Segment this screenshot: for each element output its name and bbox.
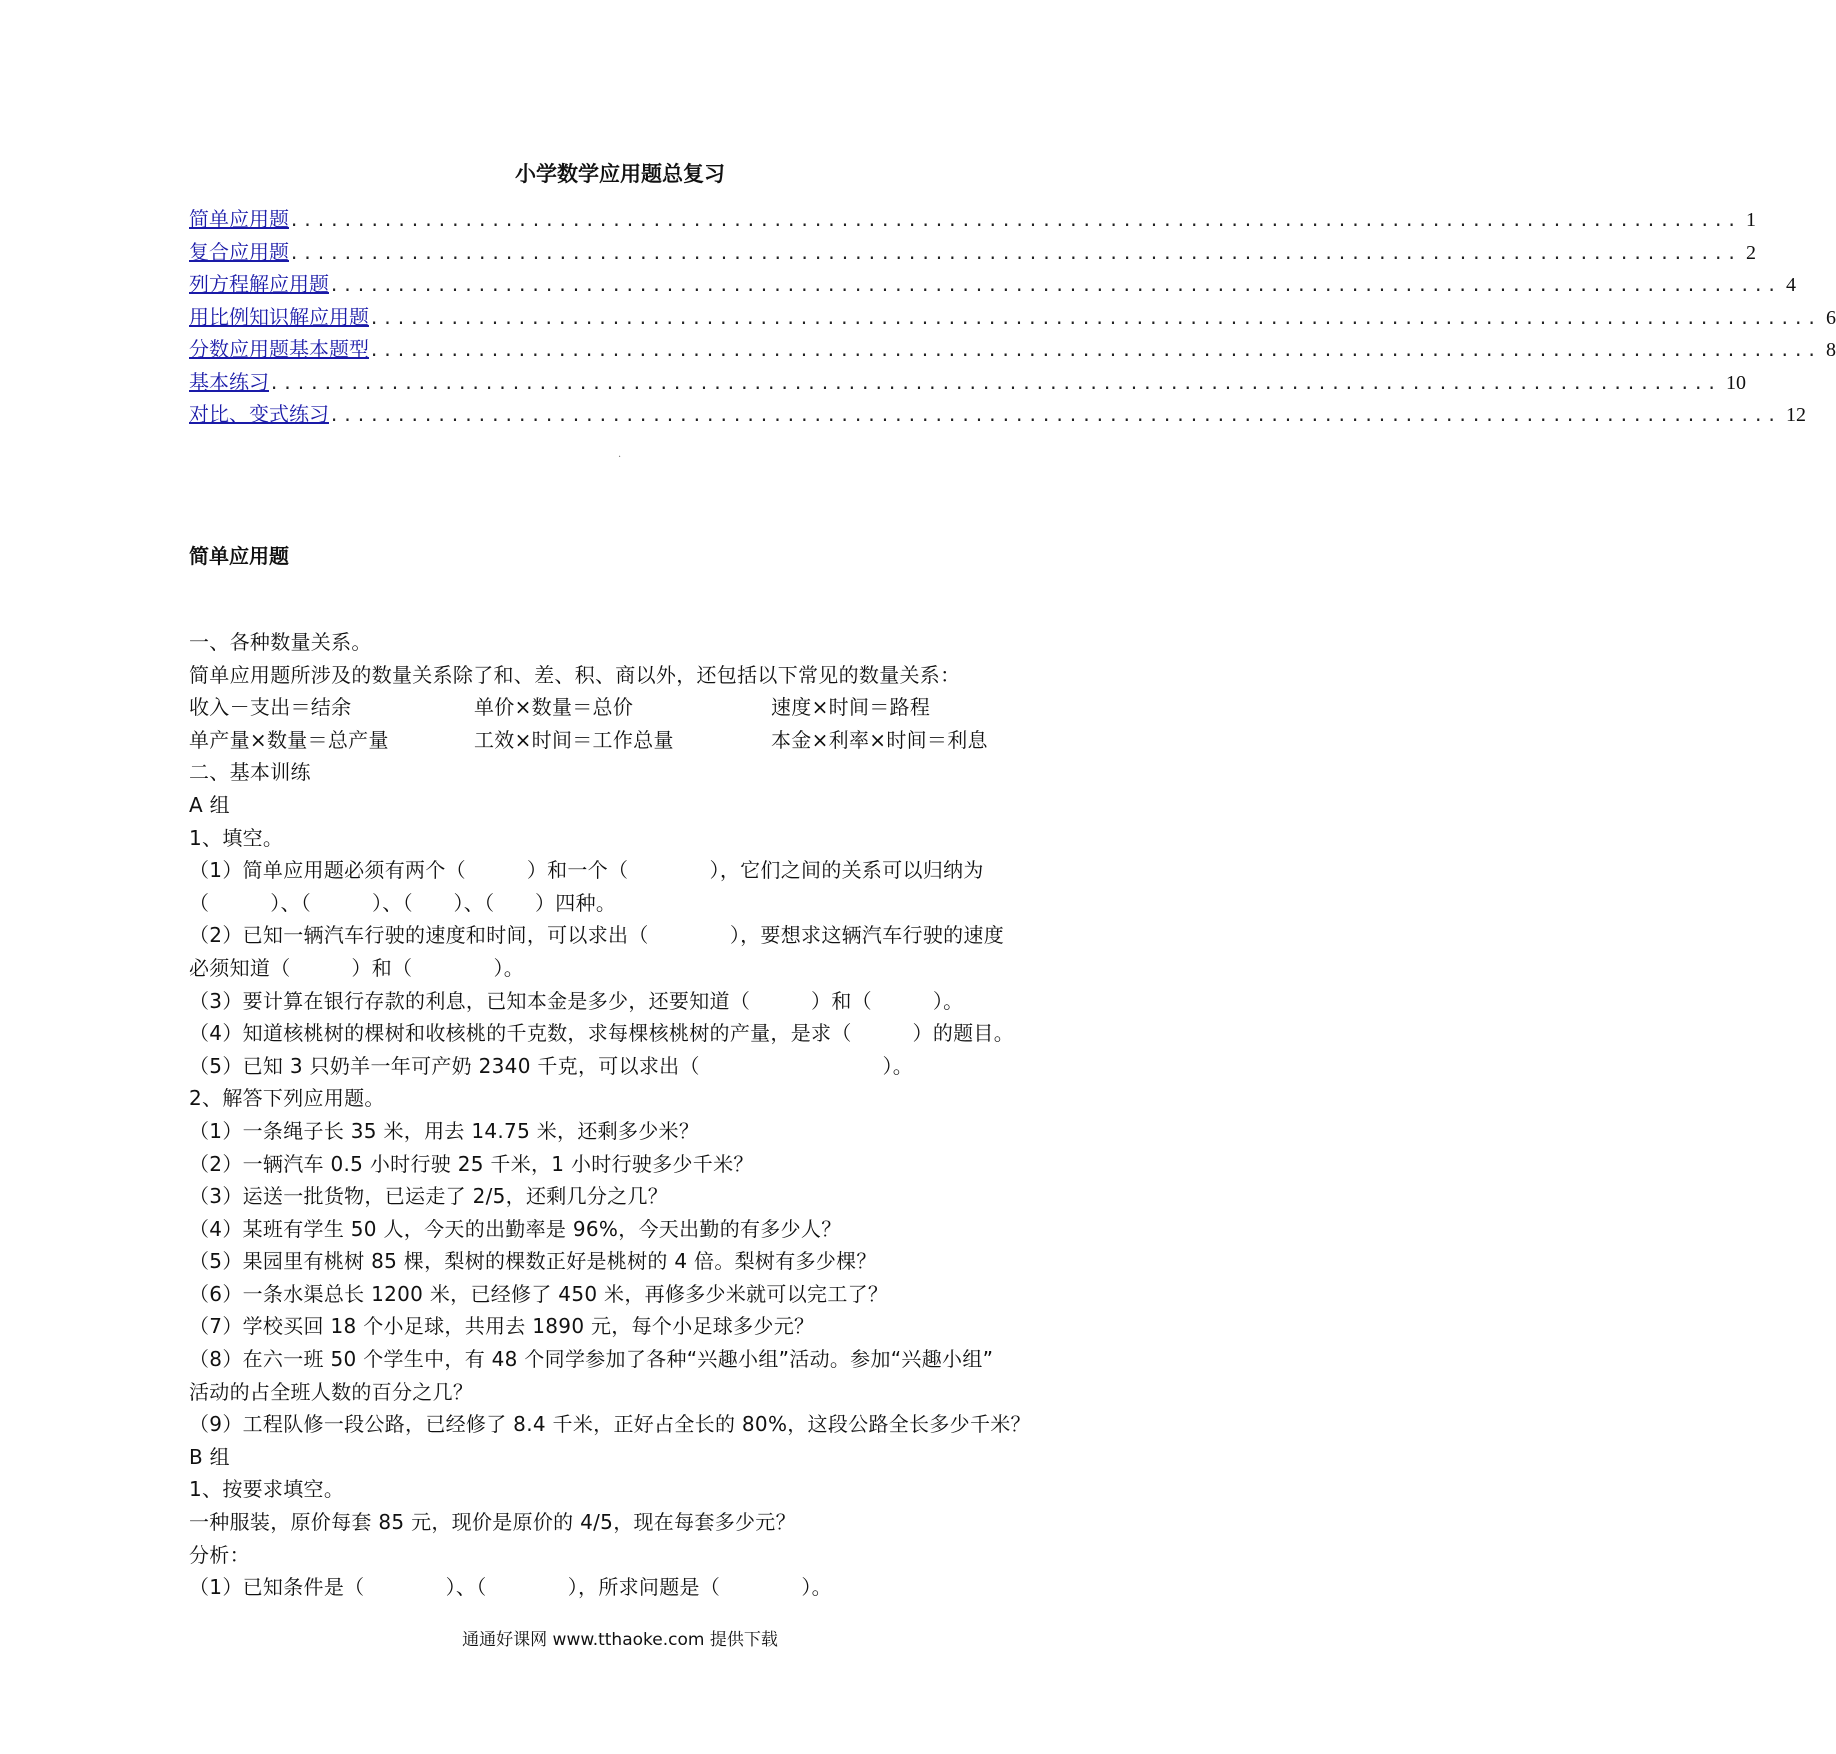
question-line: （2）一辆汽车 0.5 小时行驶 25 千米，1 小时行驶多少千米？ [189, 1151, 754, 1176]
relation: 收入－支出＝结余 [189, 695, 352, 720]
question-line: （3）运送一批货物，已运走了 2/5，还剩几分之几？ [189, 1184, 669, 1209]
page-title: 小学数学应用题总复习 [515, 161, 725, 186]
part2-heading: 二、基本训练 [189, 760, 311, 785]
question-line: （5）果园里有桃树 85 棵，梨树的棵数正好是桃树的 4 倍。梨树有多少棵？ [189, 1249, 877, 1274]
toc-entry[interactable] [189, 366, 1746, 399]
toc-page-number: 6 [1825, 306, 1836, 329]
question-line: 活动的占全班人数的百分之几？ [189, 1379, 474, 1404]
toc-entry[interactable] [189, 333, 1836, 366]
question-line: （2）已知一辆汽车行驶的速度和时间，可以求出（ ），要想求这辆汽车行驶的速度 [189, 923, 1005, 948]
question-line: （9）工程队修一段公路，已经修了 8.4 千米，正好占全长的 80%，这段公路全长多少千米？ [189, 1412, 1031, 1437]
question-heading: 1、按要求填空。 [189, 1477, 345, 1502]
relation-row [189, 724, 1069, 757]
toc-link[interactable]: 分数应用题基本题型 [189, 337, 369, 361]
toc-page-number: 2 [1745, 241, 1756, 264]
toc-entry[interactable] [189, 203, 1756, 236]
table-of-contents [189, 203, 1836, 431]
toc-entry[interactable] [189, 398, 1806, 431]
relation: 速度×时间＝路程 [771, 695, 931, 720]
relation-row [189, 691, 1069, 724]
relation: 单价×数量＝总价 [474, 695, 634, 720]
toc-page-number: 12 [1785, 404, 1806, 426]
section-body [189, 626, 1069, 1604]
footer-watermark: 通通好课网 www.tthaoke.com 提供下载 [462, 1630, 778, 1650]
question-line: （ ）、（ ）、（ ）、（ ）四种。 [189, 890, 617, 915]
toc-link[interactable]: 基本练习 [189, 369, 269, 394]
question-line: （4）知道核桃树的棵树和收核桃的千克数，求每棵核桃树的产量，是求（ ）的题目。 [189, 1021, 1015, 1046]
question-line: （4）某班有学生 50 人，今天的出勤率是 96%，今天出勤的有多少人？ [189, 1216, 842, 1241]
relation: 本金×利率×时间＝利息 [771, 727, 988, 752]
stray-mark: · [618, 452, 622, 463]
part1-intro: 简单应用题所涉及的数量关系除了和、差、积、商以外，还包括以下常见的数量关系： [189, 662, 961, 687]
toc-leader-dots: ............................................................................................................ [329, 276, 1780, 296]
question-line: （1）已知条件是（ ）、（ ），所求问题是（ ）。 [189, 1575, 832, 1600]
toc-link[interactable]: 复合应用题 [189, 239, 289, 264]
toc-leader-dots: ............................................................................................................ [369, 341, 1820, 361]
toc-link[interactable]: 对比、变式练习 [189, 402, 329, 426]
toc-entry[interactable] [189, 268, 1796, 301]
analysis-label: 分析： [189, 1542, 250, 1567]
part1-heading: 一、各种数量关系。 [189, 630, 372, 654]
question-line: （1）简单应用题必须有两个（ ）和一个（ ），它们之间的关系可以归纳为 [189, 858, 984, 883]
question-heading: 1、填空。 [189, 825, 284, 850]
toc-link[interactable]: 列方程解应用题 [189, 272, 329, 296]
toc-leader-dots: ............................................................................................................ [329, 406, 1780, 426]
toc-leader-dots: ............................................................................................................ [289, 243, 1740, 264]
toc-leader-dots: ............................................................................................................ [289, 211, 1740, 231]
question-line: （7）学校买回 18 个小足球，共用去 1890 元，每个小足球多少元？ [189, 1314, 815, 1339]
question-line: （6）一条水渠总长 1200 米，已经修了 450 米，再修多少米就可以完工了？ [189, 1281, 889, 1306]
relation: 工效×时间＝工作总量 [474, 727, 674, 752]
toc-page-number: 8 [1825, 339, 1836, 361]
toc-leader-dots: ............................................................................................................ [269, 373, 1720, 394]
question-line: 一种服装，原价每套 85 元，现价是原价的 4/5，现在每套多少元？ [189, 1510, 796, 1535]
toc-entry[interactable] [189, 301, 1836, 334]
toc-link[interactable]: 简单应用题 [189, 207, 289, 231]
toc-leader-dots: ............................................................................................................ [369, 308, 1820, 329]
group-label: B 组 [189, 1444, 230, 1469]
question-line: （3）要计算在银行存款的利息，已知本金是多少，还要知道（ ）和（ ）。 [189, 988, 964, 1013]
section-heading: 简单应用题 [189, 544, 289, 568]
toc-entry[interactable] [189, 236, 1756, 269]
question-line: （5）已知 3 只奶羊一年可产奶 2340 千克，可以求出（ ）。 [189, 1053, 914, 1078]
question-line: （8）在六一班 50 个学生中，有 48 个同学参加了各种“兴趣小组”活动。参加“兴趣小组” [189, 1347, 994, 1372]
toc-page-number: 10 [1725, 371, 1746, 394]
toc-page-number: 4 [1785, 274, 1796, 296]
question-heading: 2、解答下列应用题。 [189, 1086, 385, 1111]
question-line: （1）一条绳子长 35 米，用去 14.75 米，还剩多少米？ [189, 1118, 700, 1143]
toc-page-number: 1 [1745, 209, 1756, 231]
question-line: 必须知道（ ）和（ ）。 [189, 955, 525, 980]
group-label: A 组 [189, 792, 230, 817]
toc-link[interactable]: 用比例知识解应用题 [189, 304, 369, 329]
relation: 单产量×数量＝总产量 [189, 727, 389, 752]
